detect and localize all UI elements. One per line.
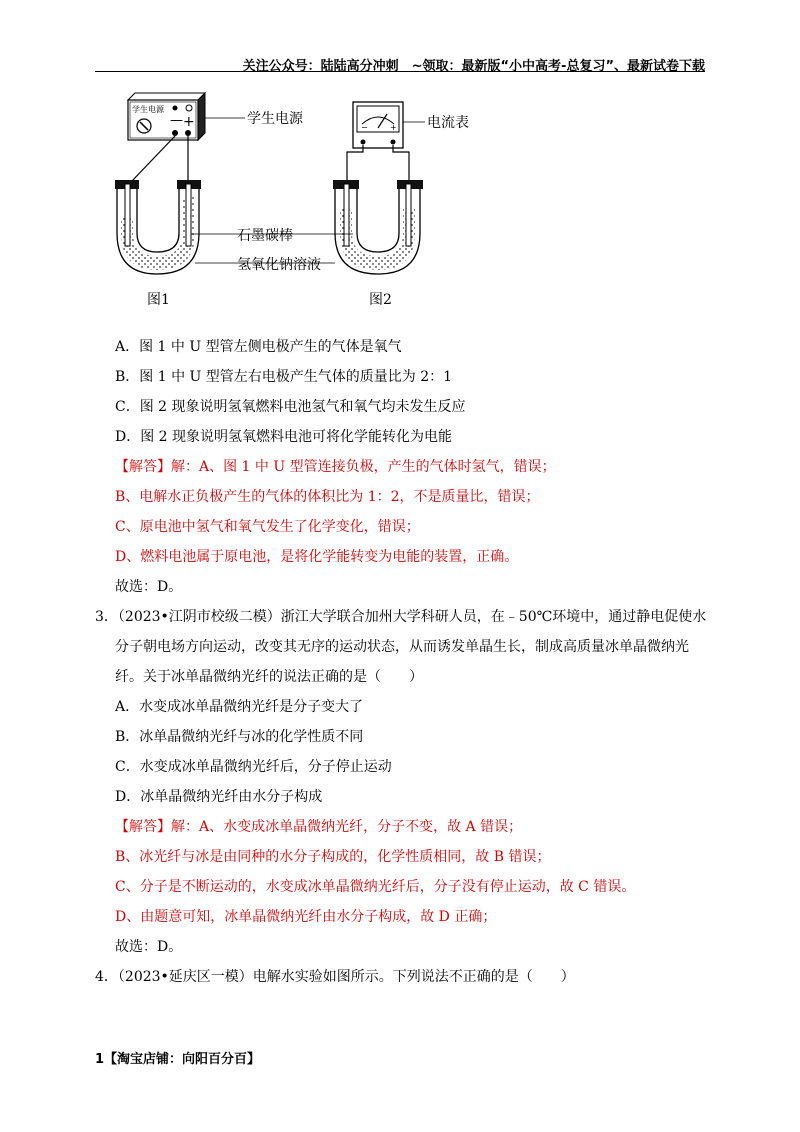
q2-answer-line-4: D、燃料电池属于原电池，是将化学能转变为电能的装置，正确。 xyxy=(115,549,519,565)
label-power-supply: 学生电源 xyxy=(247,111,303,127)
q3-option-b: B．冰单晶微纳光纤与冰的化学性质不同 xyxy=(115,729,364,745)
q3-stem-line-2: 分子朝电场方向运动，改变其无序的运动状态，从而诱发单晶生长，制成高质量冰单晶微纳光 xyxy=(115,639,689,655)
svg-text:+: + xyxy=(390,123,397,132)
q3-answer-line-4: D、由题意可知，冰单晶微纳光纤由水分子构成，故 D 正确； xyxy=(115,909,497,925)
wire-negative xyxy=(131,136,175,182)
page-footer: 1【淘宝店铺：向阳百分百】 xyxy=(95,1052,261,1067)
caption-figure-1: 图1 xyxy=(147,292,170,308)
caption-figure-2: 图2 xyxy=(369,292,392,308)
q2-answer-tag: 【解答】 xyxy=(115,459,171,475)
label-ammeter: 电流表 xyxy=(427,115,469,131)
experiment-figure xyxy=(95,88,515,320)
u-tube-1 xyxy=(115,180,201,274)
q2-conclusion: 故选：D。 xyxy=(115,579,183,595)
q3-answer-line-2: B、冰光纤与冰是由同种的水分子构成的，化学性质相同，故 B 错误； xyxy=(115,849,551,865)
q2-option-c: C．图 2 现象说明氢氧燃料电池氢气和氧气均未发生反应 xyxy=(115,399,466,415)
q3-conclusion: 故选：D。 xyxy=(115,939,183,955)
header-rule xyxy=(95,71,705,72)
q2-answer-line-3: C、原电池中氢气和氧气发生了化学变化，错误； xyxy=(115,519,420,535)
q4-stem: 4．（2023•延庆区一模）电解水实验如图所示。下列说法不正确的是（ ） xyxy=(95,969,575,985)
ammeter xyxy=(353,102,403,148)
q3-option-c: C．水变成冰单晶微纳光纤后，分子停止运动 xyxy=(115,759,392,775)
q3-answer-line-3: C、分子是不断运动的，水变成冰单晶微纳光纤后，分子没有停止运动，故 C 错误。 xyxy=(115,879,636,895)
page-header: 关注公众号：陆陆高分冲刺 ~领取：最新版“小中高考-总复习”、最新试卷下载 xyxy=(242,59,705,74)
label-naoh-solution: 氢氧化钠溶液 xyxy=(237,257,321,273)
q3-answer-tag: 【解答】 xyxy=(115,819,171,835)
power-panel-label: 学生电源 xyxy=(132,105,164,114)
q2-answer-line-2: B、电解水正负极产生的气体的体积比为 1：2，不是质量比，错误； xyxy=(115,489,540,505)
q3-option-d: D．冰单晶微纳光纤由水分子构成 xyxy=(115,789,323,805)
q2-option-d: D．图 2 现象说明氢氧燃料电池可将化学能转化为电能 xyxy=(115,429,453,445)
q2-option-a: A．图 1 中 U 型管左侧电极产生的气体是氧气 xyxy=(115,339,402,355)
label-graphite-rod: 石墨碳棒 xyxy=(237,228,293,244)
q3-option-a: A．水变成冰单晶微纳光纤是分子变大了 xyxy=(115,699,364,715)
q3-stem-line-3: 纤。关于冰单晶微纳光纤的说法正确的是（ ） xyxy=(115,669,423,685)
minus-sign: — xyxy=(170,113,183,128)
q3-answer-line-1: 【解答】解：A、水变成冰单晶微纳光纤，分子不变，故 A 错误； xyxy=(115,819,523,835)
q2-option-b: B．图 1 中 U 型管左右电极产生气体的质量比为 2：1 xyxy=(115,369,453,385)
plus-sign: + xyxy=(183,114,195,130)
u-tube-2 xyxy=(333,180,423,274)
power-supply xyxy=(128,93,205,140)
svg-text:−: − xyxy=(361,123,368,132)
q3-stem-line-1: 3．（2023•江阴市校级二模）浙江大学联合加州大学科研人员，在﹣50℃环境中，通过静电促使水 xyxy=(95,609,707,625)
q2-answer-line-1: 【解答】解：A、图 1 中 U 型管连接负极，产生的气体时氢气，错误； xyxy=(115,459,556,475)
